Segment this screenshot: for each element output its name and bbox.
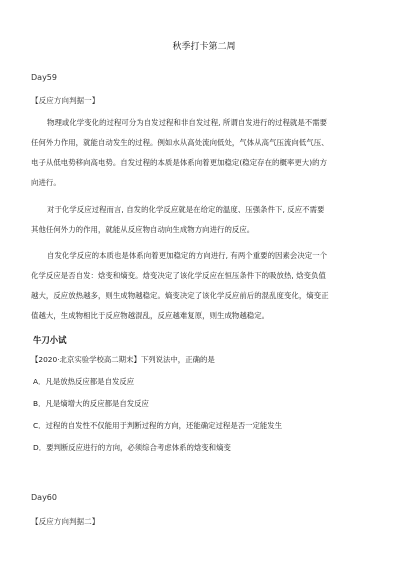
paragraph-line: 任何外力作用，就能自动发生的过程。例如水从高处流向低处，气体从高气压流向低气压、: [31, 138, 329, 147]
paragraph-line: 化学反应是否自发：焓变和熵变。焓变决定了该化学反应在恒压条件下的吸放热, 焓变负值: [31, 271, 326, 280]
paragraph-line: 向进行。: [31, 178, 61, 187]
day60-section-title: 【反应方向判据二】: [31, 517, 100, 526]
paragraph-line: 电子从低电势移向高电势。自发过程的本质是体系向着更加稳定(稳定存在的概率更大)的方: [31, 158, 328, 167]
quiz-option-a: A．凡是放热反应都是自发反应: [33, 377, 135, 386]
quiz-question: 【2020·北京实验学校高二期末】下列说法中，正确的是: [31, 355, 215, 364]
paragraph-line: 越大，反应放热越多，则生成物越稳定。熵变决定了该化学反应前后的混乱度变化，熵变正: [31, 291, 329, 300]
quiz-option-c: C．过程的自发性不仅能用于判断过程的方向，还能确定过程是否一定能发生: [33, 421, 283, 430]
paragraph-line: 值越大，生成物相比于反应物越混乱，反应越难复原，则生成物越稳定。: [31, 311, 270, 320]
page-title: 秋季打卡第二周: [172, 42, 236, 52]
paragraph-line: 自发化学反应的本质也是体系向着更加稳定的方向进行, 有两个重要的因素会决定一个: [47, 251, 328, 260]
paragraph-line: 其他任何外力的作用，就能从反应物自动向生成物方向进行的反应。: [31, 225, 255, 234]
day60-label: Day60: [31, 493, 57, 502]
quiz-option-b: B．凡是熵增大的反应都是自发反应: [33, 399, 149, 408]
paragraph-line: 对于化学反应过程而言, 自发的化学反应就是在给定的温度、压强条件下, 反应不需要: [47, 205, 325, 214]
paragraph-line: 物理或化学变化的过程可分为自发过程和非自发过程, 所谓自发进行的过程就是不需要: [47, 118, 328, 127]
quiz-option-d: D．要判断反应进行的方向，必须综合考虑体系的焓变和熵变: [33, 443, 231, 452]
day59-label: Day59: [31, 73, 57, 82]
day59-section-title: 【反应方向判据一】: [31, 96, 100, 105]
quiz-heading: 牛刀小试: [33, 335, 67, 345]
